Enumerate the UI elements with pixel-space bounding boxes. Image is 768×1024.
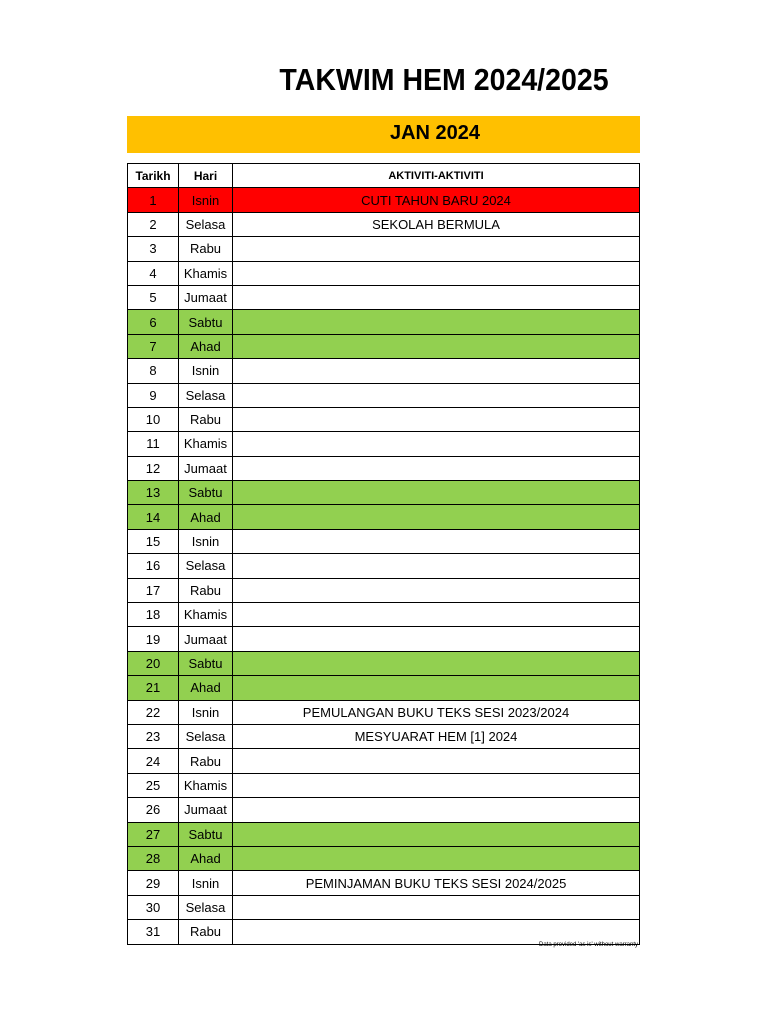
date-cell: 26 xyxy=(128,798,179,822)
activity-cell xyxy=(233,749,640,773)
table-row xyxy=(128,383,640,407)
table-row xyxy=(128,212,640,236)
date-cell: 24 xyxy=(128,749,179,773)
day-column-header: Hari xyxy=(179,164,233,188)
table-row xyxy=(128,261,640,285)
day-cell: Sabtu xyxy=(179,822,233,846)
day-cell: Khamis xyxy=(179,773,233,797)
page-title: TAKWIM HEM 2024/2025 xyxy=(279,62,609,97)
table-row xyxy=(128,603,640,627)
date-cell: 12 xyxy=(128,456,179,480)
day-cell: Selasa xyxy=(179,895,233,919)
day-cell: Ahad xyxy=(179,846,233,870)
day-cell: Jumaat xyxy=(179,798,233,822)
activity-cell xyxy=(233,432,640,456)
day-cell: Isnin xyxy=(179,188,233,212)
date-cell: 2 xyxy=(128,212,179,236)
table-row xyxy=(128,773,640,797)
day-cell: Isnin xyxy=(179,700,233,724)
day-cell: Sabtu xyxy=(179,310,233,334)
date-cell: 1 xyxy=(128,188,179,212)
table-row xyxy=(128,822,640,846)
table-row xyxy=(128,749,640,773)
date-cell: 16 xyxy=(128,554,179,578)
date-cell: 10 xyxy=(128,407,179,431)
day-cell: Khamis xyxy=(179,432,233,456)
date-cell: 21 xyxy=(128,676,179,700)
date-cell: 15 xyxy=(128,529,179,553)
day-cell: Jumaat xyxy=(179,456,233,480)
date-cell: 31 xyxy=(128,920,179,944)
activity-cell xyxy=(233,798,640,822)
table-row xyxy=(128,237,640,261)
activity-cell xyxy=(233,676,640,700)
day-cell: Selasa xyxy=(179,724,233,748)
table-row xyxy=(128,554,640,578)
day-cell: Ahad xyxy=(179,505,233,529)
date-cell: 28 xyxy=(128,846,179,870)
date-cell: 22 xyxy=(128,700,179,724)
table-row xyxy=(128,310,640,334)
calendar-table xyxy=(127,163,640,945)
date-cell: 11 xyxy=(128,432,179,456)
table-row xyxy=(128,627,640,651)
activity-cell xyxy=(233,529,640,553)
day-cell: Isnin xyxy=(179,529,233,553)
activity-cell: PEMULANGAN BUKU TEKS SESI 2023/2024 xyxy=(233,700,640,724)
table-row xyxy=(128,481,640,505)
table-row xyxy=(128,846,640,870)
day-cell: Sabtu xyxy=(179,651,233,675)
table-row xyxy=(128,456,640,480)
activity-cell xyxy=(233,895,640,919)
date-cell: 27 xyxy=(128,822,179,846)
day-cell: Selasa xyxy=(179,212,233,236)
date-cell: 6 xyxy=(128,310,179,334)
activity-cell xyxy=(233,822,640,846)
day-cell: Rabu xyxy=(179,920,233,944)
date-cell: 13 xyxy=(128,481,179,505)
activity-cell: CUTI TAHUN BARU 2024 xyxy=(233,188,640,212)
day-cell: Khamis xyxy=(179,603,233,627)
disclaimer-note: Data provided 'as is' without warranty xyxy=(538,942,638,948)
activity-cell xyxy=(233,383,640,407)
date-cell: 23 xyxy=(128,724,179,748)
activity-cell xyxy=(233,846,640,870)
day-cell: Ahad xyxy=(179,676,233,700)
day-cell: Ahad xyxy=(179,334,233,358)
activity-cell xyxy=(233,578,640,602)
day-cell: Sabtu xyxy=(179,481,233,505)
day-cell: Rabu xyxy=(179,578,233,602)
table-row xyxy=(128,651,640,675)
date-cell: 19 xyxy=(128,627,179,651)
table-row xyxy=(128,407,640,431)
table-row xyxy=(128,798,640,822)
month-label: JAN 2024 xyxy=(389,122,481,144)
table-row xyxy=(128,359,640,383)
calendar-body xyxy=(128,188,640,944)
day-cell: Selasa xyxy=(179,554,233,578)
activity-column-header: AKTIVITI-AKTIVITI xyxy=(233,164,640,188)
table-row xyxy=(128,578,640,602)
activity-cell xyxy=(233,505,640,529)
activity-cell: SEKOLAH BERMULA xyxy=(233,212,640,236)
table-row xyxy=(128,334,640,358)
month-header-bar xyxy=(127,116,640,153)
day-cell: Jumaat xyxy=(179,627,233,651)
date-column-header: Tarikh xyxy=(128,164,179,188)
date-cell: 5 xyxy=(128,285,179,309)
activity-cell xyxy=(233,407,640,431)
date-cell: 9 xyxy=(128,383,179,407)
table-row xyxy=(128,505,640,529)
day-cell: Rabu xyxy=(179,749,233,773)
activity-cell xyxy=(233,773,640,797)
activity-cell xyxy=(233,237,640,261)
activity-cell xyxy=(233,359,640,383)
date-cell: 7 xyxy=(128,334,179,358)
day-cell: Jumaat xyxy=(179,285,233,309)
table-row xyxy=(128,285,640,309)
date-cell: 29 xyxy=(128,871,179,895)
activity-cell xyxy=(233,285,640,309)
activity-cell xyxy=(233,310,640,334)
activity-cell xyxy=(233,334,640,358)
table-header-row xyxy=(128,164,640,188)
day-cell: Selasa xyxy=(179,383,233,407)
day-cell: Rabu xyxy=(179,407,233,431)
activity-cell xyxy=(233,554,640,578)
date-cell: 25 xyxy=(128,773,179,797)
table-row xyxy=(128,700,640,724)
date-cell: 14 xyxy=(128,505,179,529)
table-row xyxy=(128,188,640,212)
day-cell: Isnin xyxy=(179,359,233,383)
activity-cell: PEMINJAMAN BUKU TEKS SESI 2024/2025 xyxy=(233,871,640,895)
date-cell: 17 xyxy=(128,578,179,602)
day-cell: Rabu xyxy=(179,237,233,261)
table-row xyxy=(128,895,640,919)
date-cell: 30 xyxy=(128,895,179,919)
day-cell: Khamis xyxy=(179,261,233,285)
date-cell: 8 xyxy=(128,359,179,383)
activity-cell: MESYUARAT HEM [1] 2024 xyxy=(233,724,640,748)
activity-cell xyxy=(233,261,640,285)
table-row xyxy=(128,724,640,748)
day-cell: Isnin xyxy=(179,871,233,895)
activity-cell xyxy=(233,627,640,651)
table-row xyxy=(128,529,640,553)
table-row xyxy=(128,432,640,456)
date-cell: 3 xyxy=(128,237,179,261)
date-cell: 4 xyxy=(128,261,179,285)
date-cell: 18 xyxy=(128,603,179,627)
table-row xyxy=(128,871,640,895)
activity-cell xyxy=(233,481,640,505)
date-cell: 20 xyxy=(128,651,179,675)
activity-cell xyxy=(233,651,640,675)
activity-cell xyxy=(233,603,640,627)
activity-cell xyxy=(233,456,640,480)
table-row xyxy=(128,676,640,700)
